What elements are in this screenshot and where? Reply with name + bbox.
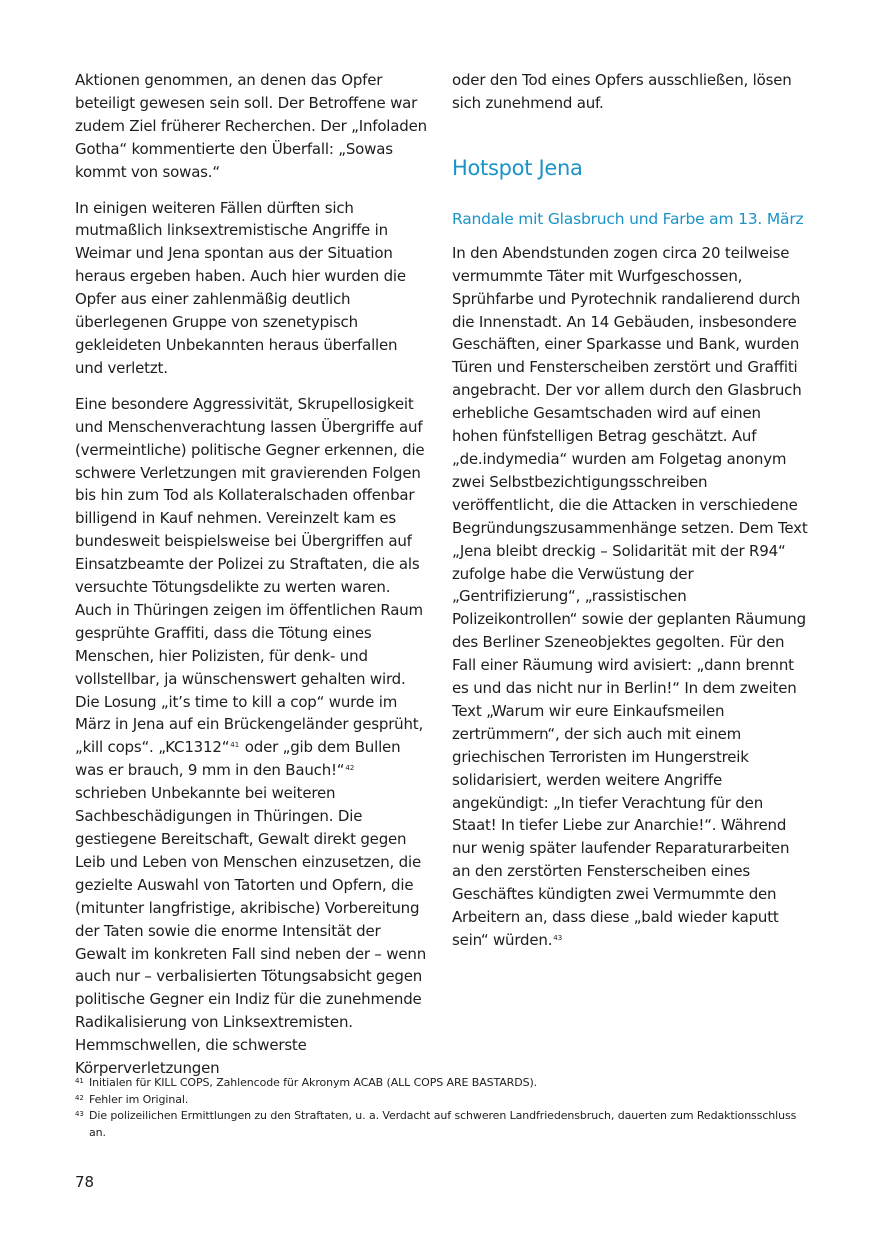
- paragraph: Aktionen genommen, an denen das Opfer beteiligt gewesen sein soll. Der Betroffene war zudem Ziel früherer Recherchen. Der „Infoladen Gotha“ kommentierte den Überfall: „Sowas kommt von sowas.“: [75, 71, 427, 181]
- section-heading: Hotspot Jena: [452, 155, 583, 180]
- paragraph-text: schrieben Unbekannte bei weiteren Sachbeschädigungen in Thüringen. Die gestiegene Bereitschaft, Gewalt direkt gegen Leib und Leben von Menschen einzusetzen, die gezielte Auswahl von Tatorten und Opfern, die (mitunter langfristige, akribische) Vorbereitung der Taten sowie die enorme Intensität der Gewalt im konkreten Fall sind neben der – wenn auch nur – verbalisierten Tötungsabsicht gegen politische Gegner ein Indiz für die zunehmende Radikalisierung von Linksextremisten. Hemmschwellen, die schwerste Körperverletzungen: [75, 784, 426, 1078]
- footnote-ref: 43: [553, 934, 563, 942]
- footnote-number: 42: [75, 1093, 84, 1102]
- paragraph: In einigen weiteren Fällen dürften sich mutmaßlich linksextremistische Angriffe in Weimar und Jena spontan aus der Situation heraus ergeben haben. Auch hier wurden die Opfer aus einer zahlenmäßig deutlich überlegenen Gruppe von szenetypisch gekleideten Unbekannten heraus überfallen und verletzt.: [75, 198, 406, 377]
- page-number: 78: [75, 1173, 95, 1191]
- paragraph: [452, 242, 808, 952]
- section-subheading: Randale mit Glasbruch und Farbe am 13. März: [452, 209, 804, 228]
- paragraph-text: oder „gib dem Bullen was er brauch, 9 mm in den Bauch!“: [75, 738, 401, 780]
- footnote: [75, 1092, 800, 1109]
- footnote-ref: 42: [345, 764, 355, 773]
- footnote-number: 43: [75, 1110, 84, 1118]
- paragraph: oder den Tod eines Opfers ausschließen, lösen sich zunehmend auf.: [452, 71, 792, 112]
- paragraph: [75, 393, 427, 1080]
- footnote-number: 41: [75, 1077, 84, 1085]
- footnote-text: Die polizeilichen Ermittlungen zu den Straftaten, u. a. Verdacht auf schweren Landfriedensbruch, dauerten zum Redaktionsschluss an.: [89, 1109, 797, 1139]
- footnote: [75, 1075, 800, 1092]
- footnote-text: Initialen für KILL COPS, Zahlencode für Akronym ACAB (ALL COPS ARE BASTARDS).: [89, 1076, 538, 1089]
- left-column: [75, 69, 427, 1080]
- paragraph-text: Eine besondere Aggressivität, Skrupellosigkeit und Menschenverachtung lassen Übergriffe auf (vermeintliche) politische Gegner erkennen, die schwere Verletzungen mit gravierenden Folgen bis hin zum Tod als Kollateralschaden offenbar billigend in Kauf nehmen. Vereinzelt kam es bundesweit beispielsweise bei Übergriffen auf Einsatzbeamte der Polizei zu Straftaten, die als versuchte Tötungsdelikte zu werten waren. Auch in Thüringen zeigen im öffentlichen Raum gesprühte Graffiti, dass die Tötung eines Menschen, hier Polizisten, für denk- und vollstellbar, ja wünschenswert gehalten wird. Die Losung „it’s time to kill a cop“ wurde im März in Jena auf ein Brückengeländer gesprüht, „kill cops“. „KC1312“: [75, 394, 425, 757]
- footnote: [75, 1108, 800, 1141]
- footnote-ref: 41: [230, 741, 240, 750]
- right-column: [452, 69, 808, 965]
- footnotes: [75, 1075, 800, 1141]
- paragraph-text: In den Abendstunden zogen circa 20 teilweise vermummte Täter mit Wurfgeschossen, Sprühfarbe und Pyrotechnik randalierend durch die Innenstadt. An 14 Gebäuden, insbesondere Geschäften, einer Sparkasse und Bank, wurden Türen und Fensterscheiben zerstört und Graffiti angebracht. Der vor allem durch den Glasbruch erhebliche Gesamtschaden wird auf einen hohen fünfstelligen Betrag geschätzt. Auf „de.indymedia“ wurden am Folgetag anonym zwei Selbstbezichtigungsschreiben veröffentlicht, die die Attacken in verschiedene Begründungszusammenhänge setzen. Dem Text „Jena bleibt dreckig – Solidarität mit der R94“ zufolge habe die Verwüstung der „Gentrifizierung“, „rassistischen Polizeikontrollen“ sowie der geplanten Räumung des Berliner Szeneobjektes gegolten. Für den Fall einer Räumung wird avisiert: „dann brennt es und das nicht nur in Berlin!“ In dem zweiten Text „Warum wir eure Einkaufsmeilen zertrümmern“, der sich auch mit einem griechischen Terroristen im Hungerstreik solidarisiert, werden weitere Angriffe angekündigt: „In tiefer Verachtung für den Staat! In tiefer Liebe zur Anarchie!“. Während nur wenig später laufender Reparaturarbeiten an den zerstörten Fensterscheiben eines Geschäftes kündigten zwei Vermummte den Arbeitern an, dass diese „bald wieder kaputt sein“ würden.: [452, 243, 808, 949]
- footnote-text: Fehler im Original.: [89, 1092, 189, 1106]
